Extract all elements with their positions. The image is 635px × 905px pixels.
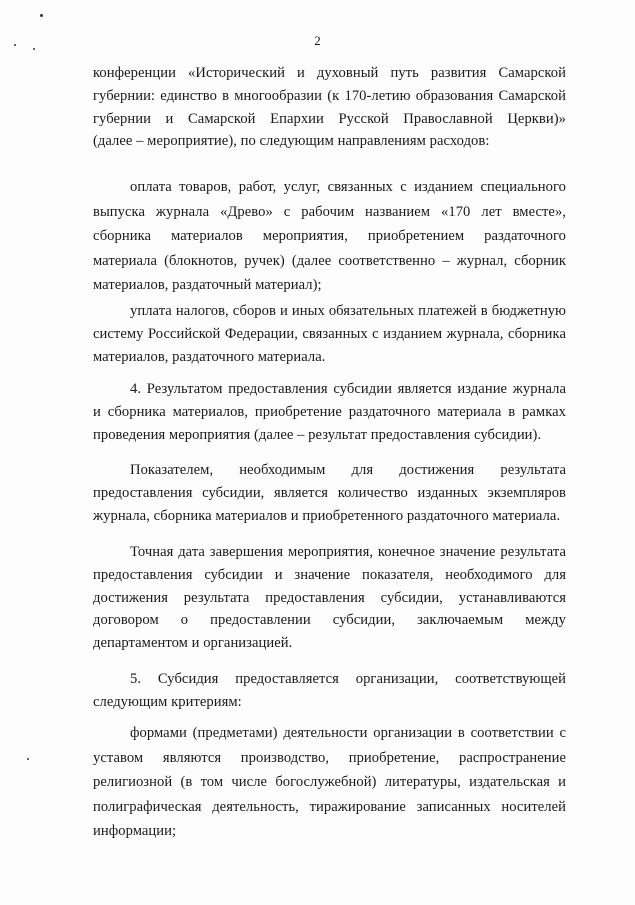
text-line: предоставления субсидии, является количество изданных экземпляров xyxy=(93,484,566,501)
text-line: проведения мероприятия (далее – результат предоставления субсидии). xyxy=(93,426,542,443)
text-line: 4. Результатом предоставления субсидии является издание журнала xyxy=(130,381,566,397)
text-line: и сборника материалов, приобретение раздаточного материала в рамках xyxy=(93,403,566,420)
text-line: материалов, раздаточного материала. xyxy=(93,348,326,365)
paragraph xyxy=(93,668,566,714)
paragraph xyxy=(93,378,566,446)
text-line: информации; xyxy=(93,823,177,840)
text-line: 5. Субсидия предоставляется организации, соответствующей xyxy=(130,671,566,687)
paragraph xyxy=(93,721,566,844)
text-line: уплата налогов, сборов и иных обязательных платежей в бюджетную xyxy=(130,303,566,319)
text-line: полиграфическая деятельность, тиражирование записанных носителей xyxy=(93,798,566,815)
text-line: предоставления субсидии и значение показателя, необходимого для xyxy=(93,566,566,583)
text-line: выпуска журнала «Древо» с рабочим названием «170 лет вместе», xyxy=(93,203,566,220)
scan-speck xyxy=(27,758,29,760)
paragraph xyxy=(93,175,566,298)
paragraph xyxy=(93,300,566,368)
text-line: губернии и Самарской Епархии Русской Православной Церкви)» xyxy=(93,110,566,127)
paragraph xyxy=(93,541,566,655)
text-line: достижения результата предоставления субсидии, устанавливаются xyxy=(93,589,566,606)
paragraph xyxy=(93,459,566,527)
text-line: конференции «Исторический и духовный путь развития Самарской xyxy=(93,65,566,81)
text-line: Показателем, необходимым для достижения результата xyxy=(130,462,566,478)
scan-speck xyxy=(40,14,43,17)
text-line: губернии: единство в многообразии (к 170-летию образования Самарской xyxy=(93,87,566,104)
text-line: договором о предоставлении субсидии, заключаемым между xyxy=(93,612,566,629)
text-line: формами (предметами) деятельности организации в соответствии с xyxy=(130,725,566,741)
text-line: журнала, сборника материалов и приобретенного раздаточного материала. xyxy=(93,507,561,524)
text-line: Точная дата завершения мероприятия, конечное значение результата xyxy=(130,544,566,560)
text-line: религиозной (в том числе богослужебной) литературы, издательская и xyxy=(93,774,566,791)
text-line: уставом являются производство, приобретение, распространение xyxy=(93,749,566,766)
text-line: материалов, раздаточный материал); xyxy=(93,277,322,294)
text-line: (далее – мероприятие), по следующим направлениям расходов: xyxy=(93,133,490,150)
text-line: сборника материалов мероприятия, приобретением раздаточного xyxy=(93,228,566,245)
text-line: департаментом и организацией. xyxy=(93,635,293,652)
text-line: оплата товаров, работ, услуг, связанных с изданием специального xyxy=(130,179,566,195)
text-line: систему Российской Федерации, связанных с изданием журнала, сборника xyxy=(93,325,566,342)
text-line: следующим критериям: xyxy=(93,693,242,710)
paragraph xyxy=(93,62,566,153)
text-line: материала (блокнотов, ручек) (далее соответственно – журнал, сборник xyxy=(93,252,566,269)
page-number: 2 xyxy=(314,33,321,48)
